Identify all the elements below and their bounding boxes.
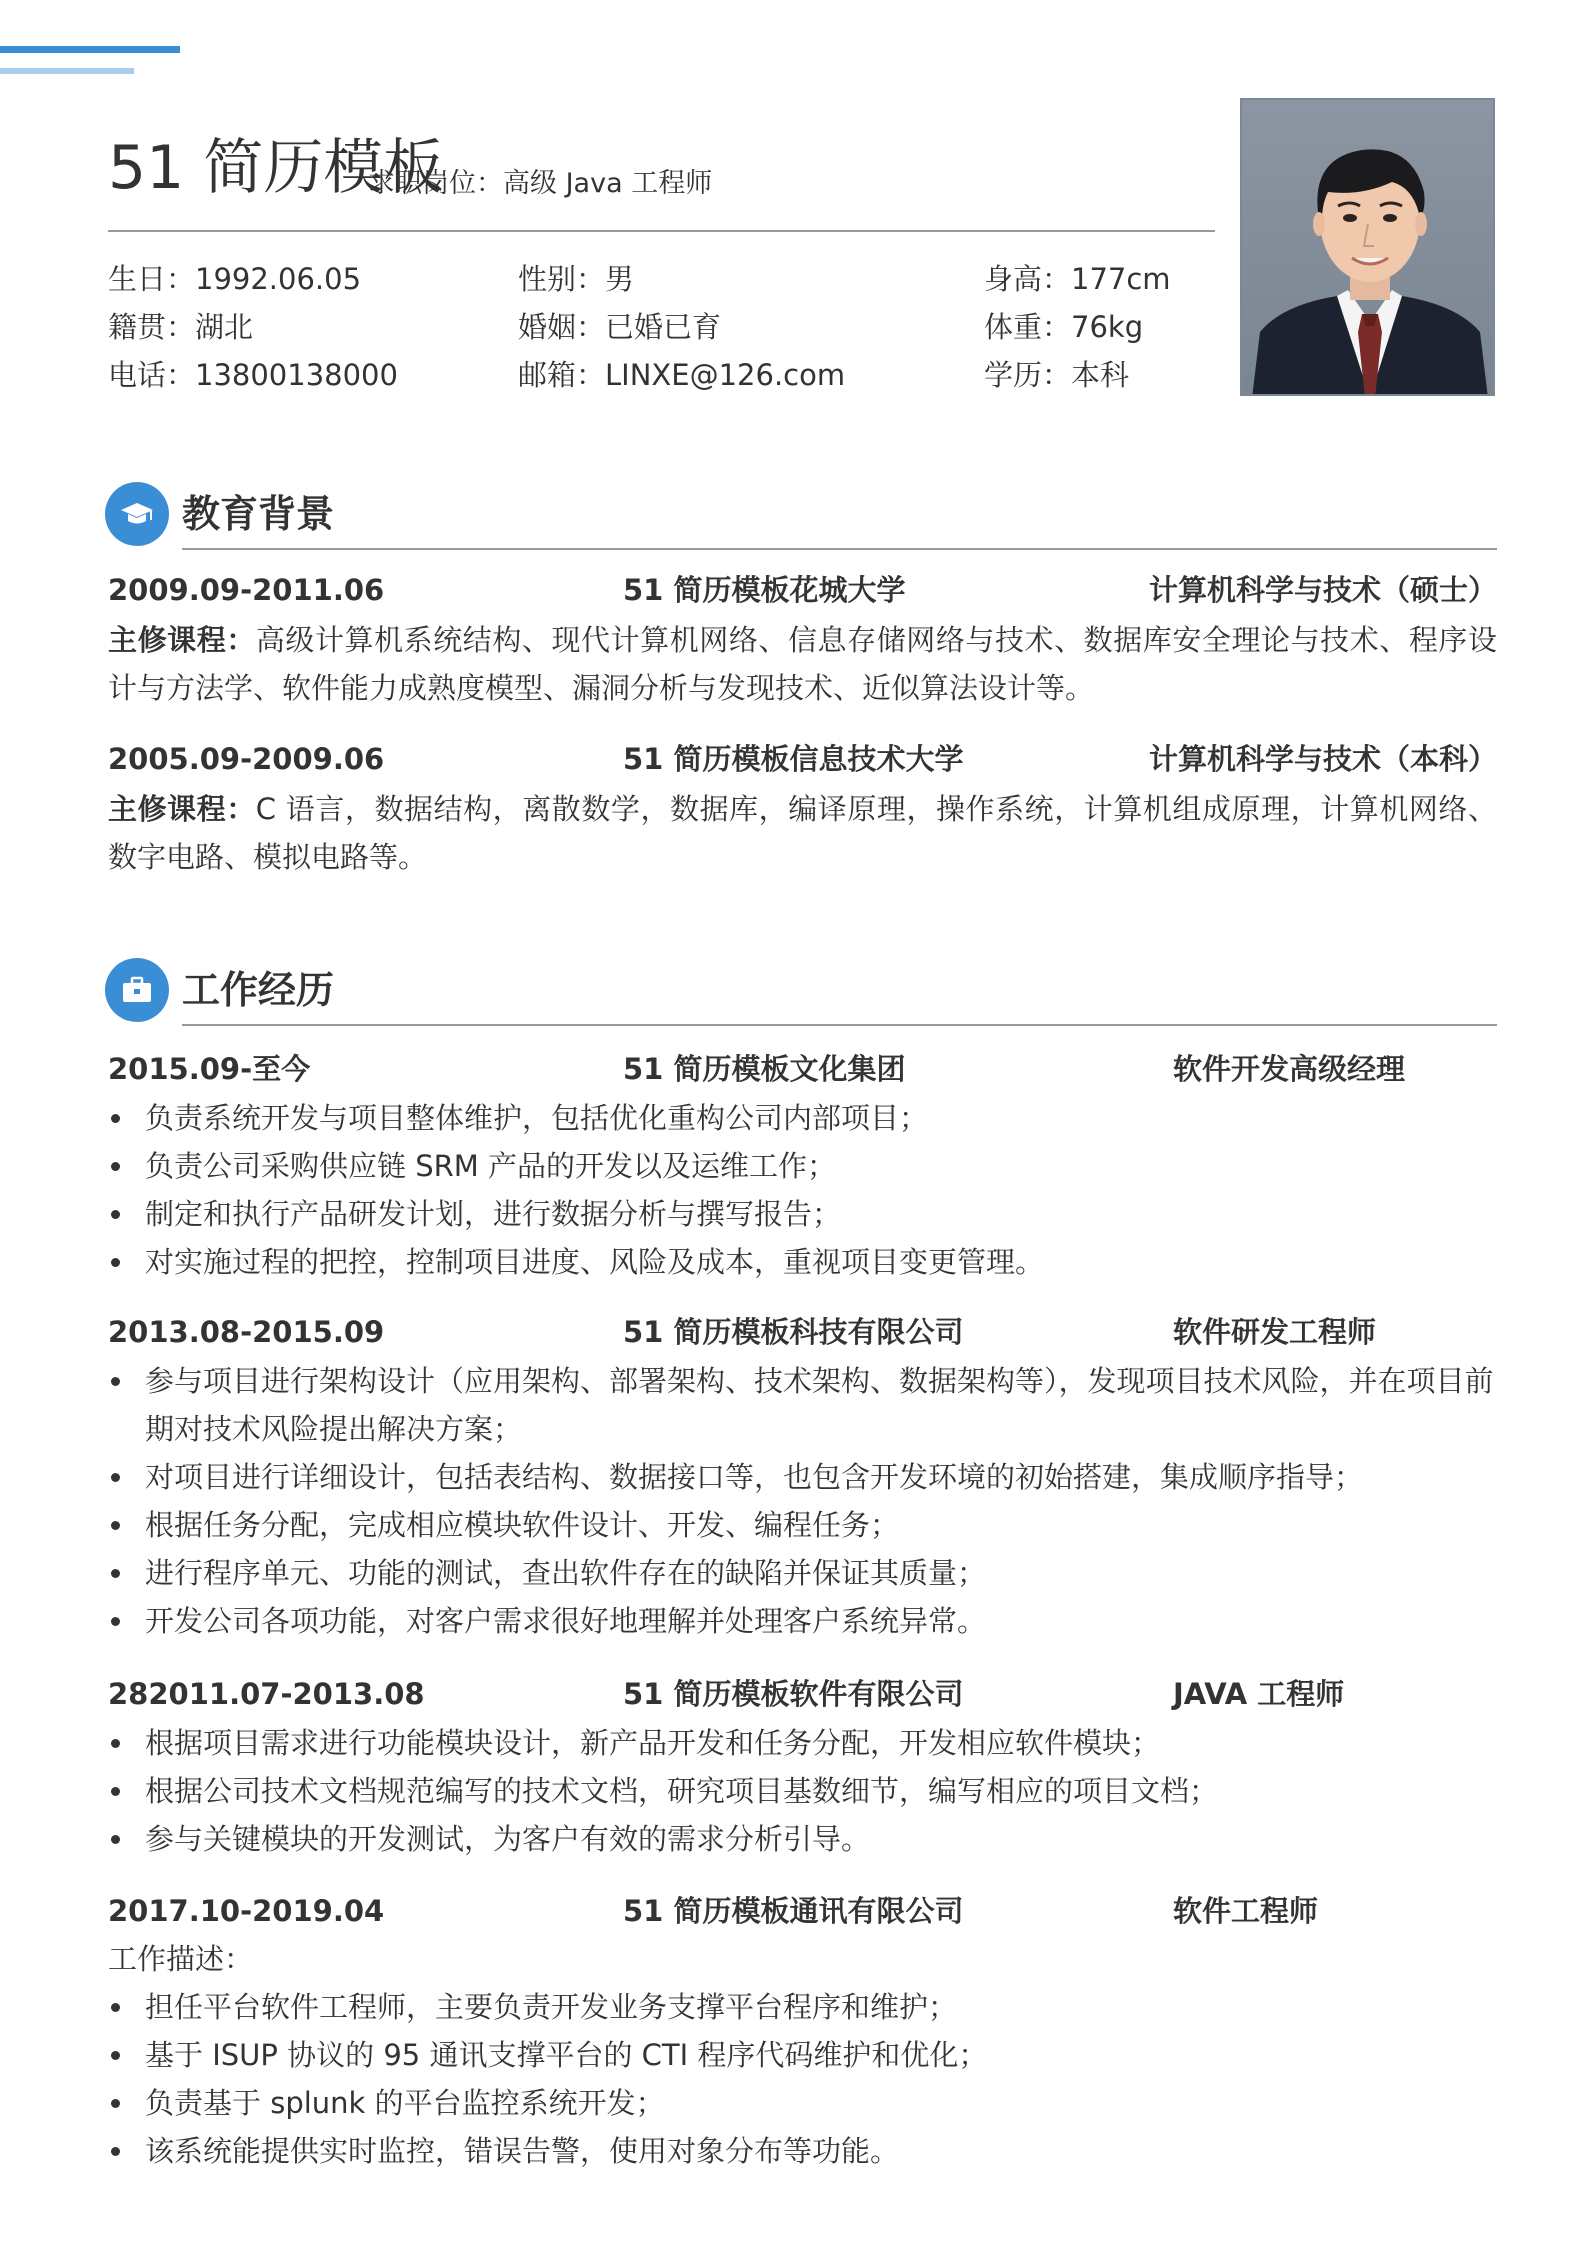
work-company: 51 简历模板软件有限公司: [623, 1677, 964, 1711]
target-position: 求职岗位：高级 Java 工程师: [368, 168, 713, 199]
work-date: 2017.10-2019.04: [108, 1894, 385, 1928]
work-duties: [108, 1094, 1497, 1286]
list-item: 根据公司技术文档规范编写的技术文档，研究项目基数细节，编写相应的项目文档；: [108, 1767, 1497, 1815]
work-date: 2015.09-至今: [108, 1052, 311, 1086]
education-section-title: 教育背景: [182, 492, 335, 536]
list-item: 参与关键模块的开发测试，为客户有效的需求分析引导。: [108, 1815, 1497, 1863]
list-item: 开发公司各项功能，对客户需求很好地理解并处理客户系统异常。: [108, 1597, 1497, 1645]
list-item: 负责系统开发与项目整体维护，包括优化重构公司内部项目；: [108, 1094, 1497, 1142]
work-date: 2013.08-2015.09: [108, 1315, 385, 1349]
work-duties: [108, 1983, 1497, 2175]
education-entry-header: [108, 736, 1497, 782]
info-hometown: 籍贯：湖北: [108, 310, 254, 344]
work-description-label: 工作描述：: [108, 1942, 254, 1976]
courses-text: 高级计算机系统结构、现代计算机网络、信息存储网络与技术、数据库安全理论与技术、程序设计与方法学、软件能力成熟度模型、漏洞分析与发现技术、近似算法设计等。: [108, 623, 1497, 705]
list-item: 制定和执行产品研发计划，进行数据分析与撰写报告；: [108, 1190, 1497, 1238]
work-section-header: [105, 958, 1497, 1028]
education-major: 计算机科学与技术（本科）: [1148, 742, 1497, 776]
portrait-illustration: [1242, 100, 1495, 396]
list-item: 对项目进行详细设计，包括表结构、数据接口等，也包含开发环境的初始搭建，集成顺序指导；: [108, 1453, 1497, 1501]
work-entry-header: [108, 1309, 1497, 1355]
education-entry-header: [108, 567, 1497, 613]
work-section-title: 工作经历: [182, 968, 335, 1012]
top-accent-bar: [0, 46, 180, 53]
courses-text: C 语言，数据结构，离散数学，数据库，编译原理，操作系统，计算机组成原理，计算机网络、数字电路、模拟电路等。: [108, 792, 1497, 874]
top-accent-bar-light: [0, 68, 134, 74]
education-school: 51 简历模板花城大学: [623, 573, 906, 607]
education-courses: [108, 616, 1497, 712]
work-role: 软件工程师: [1173, 1894, 1319, 1928]
work-company: 51 简历模板文化集团: [623, 1052, 906, 1086]
list-item: 基于 ISUP 协议的 95 通讯支撑平台的 CTI 程序代码维护和优化；: [108, 2031, 1497, 2079]
list-item: 对实施过程的把控，控制项目进度、风险及成本，重视项目变更管理。: [108, 1238, 1497, 1286]
personal-info: [108, 255, 1215, 399]
courses-label: 主修课程：: [108, 623, 256, 657]
list-item: 负责公司采购供应链 SRM 产品的开发以及运维工作；: [108, 1142, 1497, 1190]
graduation-cap-icon: [105, 482, 169, 546]
list-item: 该系统能提供实时监控，错误告警，使用对象分布等功能。: [108, 2127, 1497, 2175]
info-education: 学历：本科: [984, 358, 1130, 392]
work-company: 51 简历模板科技有限公司: [623, 1315, 964, 1349]
info-row: [108, 255, 1215, 303]
info-row: [108, 351, 1215, 399]
info-email: 邮箱：LINXE@126.com: [518, 358, 846, 392]
header-divider: [108, 230, 1215, 232]
courses-label: 主修课程：: [108, 792, 256, 826]
list-item: 参与项目进行架构设计（应用架构、部署架构、技术架构、数据架构等），发现项目技术风险，并在项目前期对技术风险提出解决方案；: [108, 1357, 1497, 1453]
section-divider: [182, 1024, 1497, 1026]
work-duties: [108, 1719, 1497, 1863]
work-role: JAVA 工程师: [1173, 1677, 1345, 1711]
work-company: 51 简历模板通讯有限公司: [623, 1894, 964, 1928]
work-duties: [108, 1357, 1497, 1645]
education-section-header: [105, 482, 1497, 552]
list-item: 根据任务分配，完成相应模块软件设计、开发、编程任务；: [108, 1501, 1497, 1549]
education-major: 计算机科学与技术（硕士）: [1148, 573, 1497, 607]
work-role: 软件开发高级经理: [1173, 1052, 1406, 1086]
briefcase-icon: [105, 958, 169, 1022]
education-school: 51 简历模板信息技术大学: [623, 742, 964, 776]
section-divider: [182, 548, 1497, 550]
info-gender: 性别：男: [518, 262, 635, 296]
info-weight: 体重：76kg: [984, 310, 1144, 344]
list-item: 担任平台软件工程师，主要负责开发业务支撑平台程序和维护；: [108, 1983, 1497, 2031]
work-date: 282011.07-2013.08: [108, 1677, 425, 1711]
work-entry-header: [108, 1888, 1497, 1934]
info-birthday: 生日：1992.06.05: [108, 262, 362, 296]
education-date: 2009.09-2011.06: [108, 573, 385, 607]
info-phone: 电话：13800138000: [108, 358, 398, 392]
profile-photo: [1240, 98, 1495, 396]
info-height: 身高：177cm: [984, 262, 1171, 296]
info-row: [108, 303, 1215, 351]
work-entry-header: [108, 1046, 1497, 1092]
candidate-name: 51 简历模板: [108, 133, 444, 203]
info-marital: 婚姻：已婚已育: [518, 310, 722, 344]
list-item: 负责基于 splunk 的平台监控系统开发；: [108, 2079, 1497, 2127]
work-role: 软件研发工程师: [1173, 1315, 1377, 1349]
education-date: 2005.09-2009.06: [108, 742, 385, 776]
education-courses: [108, 785, 1497, 881]
work-entry-header: [108, 1671, 1497, 1717]
list-item: 根据项目需求进行功能模块设计，新产品开发和任务分配，开发相应软件模块；: [108, 1719, 1497, 1767]
list-item: 进行程序单元、功能的测试，查出软件存在的缺陷并保证其质量；: [108, 1549, 1497, 1597]
